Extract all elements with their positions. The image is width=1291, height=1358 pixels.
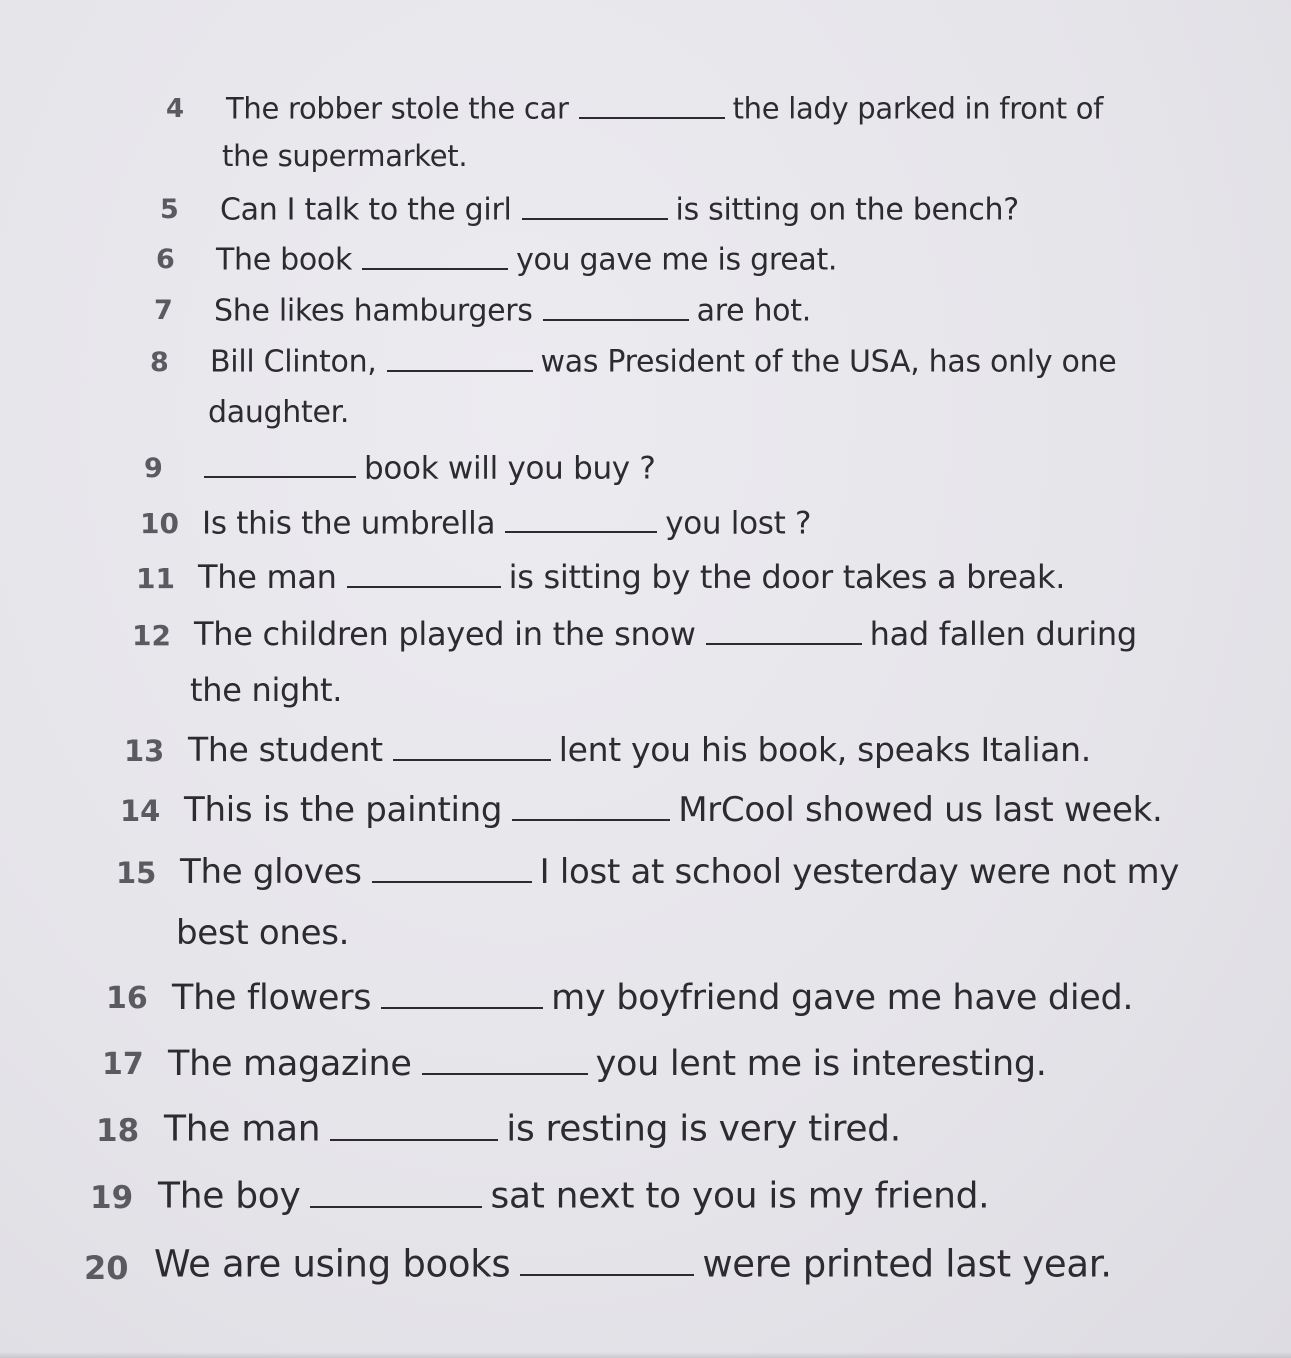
item-number: 18 — [96, 1113, 140, 1149]
answer-blank[interactable] — [310, 1175, 482, 1208]
item-number: 19 — [90, 1180, 134, 1216]
exercise-item — [198, 558, 1066, 597]
answer-blank[interactable] — [520, 1243, 694, 1276]
sentence-after: my boyfriend gave me have died. — [551, 977, 1134, 1018]
exercise-item — [210, 344, 1116, 378]
page-edge-shadow — [0, 1352, 1291, 1358]
exercise-item — [216, 242, 837, 276]
answer-blank[interactable] — [387, 344, 533, 372]
sentence-before: The children played in the snow — [194, 615, 696, 654]
exercise-item — [164, 1108, 901, 1148]
exercise-item — [220, 192, 1019, 226]
answer-blank[interactable] — [422, 1043, 588, 1075]
exercise-item — [188, 730, 1091, 770]
item-number: 17 — [102, 1047, 144, 1082]
exercise-item — [214, 293, 811, 327]
sentence-after: lent you his book, speaks Italian. — [558, 730, 1091, 770]
sentence-after: book will you buy ? — [364, 450, 656, 487]
sentence-after: MrCool showed us last week. — [678, 789, 1163, 830]
answer-blank[interactable] — [347, 559, 501, 588]
sentence-before: The student — [188, 730, 383, 770]
sentence-after: the lady parked in front of — [732, 91, 1104, 126]
sentence-before: The man — [164, 1108, 321, 1150]
sentence-after: are hot. — [696, 293, 811, 329]
answer-blank[interactable] — [204, 450, 356, 478]
item-number: 5 — [160, 194, 179, 225]
sentence-after: were printed last year. — [702, 1242, 1112, 1286]
exercise-item — [226, 92, 1103, 124]
sentence-before: Can I talk to the girl — [220, 192, 512, 228]
item-number: 4 — [166, 94, 185, 124]
sentence-after: I lost at school yesterday were not my — [539, 851, 1180, 892]
exercise-item — [172, 977, 1133, 1016]
item-number: 7 — [154, 295, 173, 326]
answer-blank[interactable] — [362, 242, 508, 270]
sentence-before: The book — [216, 242, 353, 278]
sentence-after: is sitting by the door takes a break. — [508, 558, 1066, 597]
sentence-continuation: the supermarket. — [222, 139, 468, 173]
answer-blank[interactable] — [505, 505, 657, 533]
answer-blank[interactable] — [522, 192, 668, 220]
sentence-after: had fallen during — [869, 615, 1137, 654]
exercise-item — [158, 1175, 989, 1215]
sentence-before: We are using books — [154, 1242, 511, 1286]
exercise-item — [194, 450, 656, 487]
sentence-before: She likes hamburgers — [214, 293, 533, 329]
sentence-before: The gloves — [180, 851, 362, 892]
exercise-item — [202, 505, 812, 542]
exercise-item — [184, 789, 1163, 830]
sentence-before: The boy — [158, 1175, 301, 1217]
answer-blank[interactable] — [381, 977, 543, 1009]
sentence-before: The robber stole the car — [226, 91, 569, 126]
sentence-after: sat next to you is my friend. — [490, 1175, 990, 1217]
item-number: 6 — [156, 244, 175, 275]
sentence-continuation: the night. — [190, 671, 343, 709]
item-number: 20 — [84, 1249, 129, 1287]
sentence-after: was President of the USA, has only one — [540, 344, 1117, 380]
item-number: 16 — [106, 981, 148, 1016]
item-number: 12 — [132, 619, 171, 652]
sentence-continuation: daughter. — [208, 395, 350, 430]
item-number: 8 — [150, 347, 169, 378]
sentence-before: The man — [198, 558, 337, 597]
sentence-before: The flowers — [172, 977, 372, 1018]
sentence-after: is resting is very tired. — [506, 1108, 901, 1150]
sentence-before: The magazine — [168, 1043, 412, 1084]
item-number: 11 — [136, 562, 175, 595]
sentence-before: This is the painting — [184, 789, 503, 830]
sentence-before: Bill Clinton, — [210, 344, 377, 380]
sentence-after: you lost ? — [665, 505, 812, 542]
exercise-item — [168, 1043, 1047, 1082]
answer-blank[interactable] — [393, 731, 551, 761]
exercise-item — [194, 615, 1137, 654]
answer-blank[interactable] — [543, 293, 689, 321]
sentence-after: you lent me is interesting. — [595, 1043, 1047, 1084]
sentence-after: is sitting on the bench? — [675, 192, 1019, 228]
answer-blank[interactable] — [372, 852, 532, 883]
item-number: 10 — [140, 507, 179, 540]
sentence-after: you gave me is great. — [516, 242, 838, 278]
sentence-before: Is this the umbrella — [202, 505, 496, 542]
item-number: 13 — [124, 734, 165, 768]
item-number: 9 — [144, 453, 163, 484]
sentence-continuation: best ones. — [176, 913, 350, 953]
answer-blank[interactable] — [579, 92, 725, 119]
answer-blank[interactable] — [512, 790, 670, 821]
item-number: 15 — [116, 856, 157, 890]
exercise-item — [180, 851, 1180, 892]
answer-blank[interactable] — [330, 1108, 498, 1141]
exercise-item — [154, 1242, 1112, 1286]
item-number: 14 — [120, 794, 161, 828]
answer-blank[interactable] — [706, 616, 862, 645]
